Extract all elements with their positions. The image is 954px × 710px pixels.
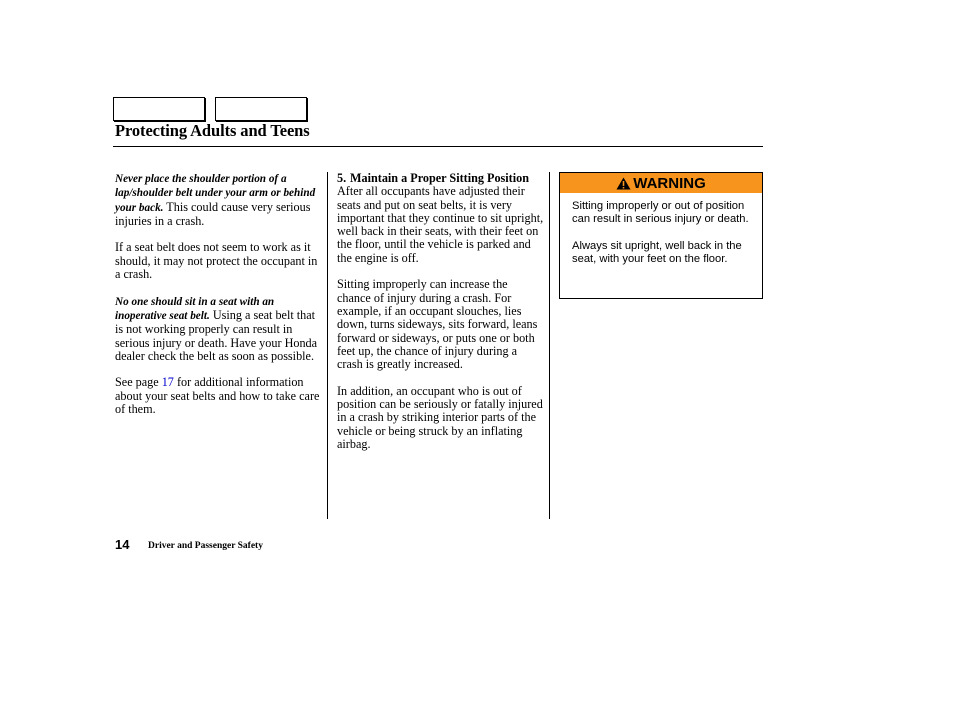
paragraph-inoperative-belt [115,295,322,363]
paragraph-see-page [115,376,322,416]
footer-section-title: Driver and Passenger Safety [148,541,263,551]
warning-box [559,172,763,299]
warning-text: Always sit upright, well back in the seat, with your feet on the floor. [572,239,742,266]
warning-body [560,193,762,266]
emphasis-text: Never place the shoulder portion of a lap/shoulder belt under your arm or behind your back. [115,173,316,214]
column-divider [327,172,328,519]
paragraph-sitting-improperly: Sitting improperly can increase the chance of injury during a crash. For example, if an occupant slouches, lies down, turns sideways, sits forward, leans forward or sideways, or puts one or both feet up, the chance of injury during a crash is greatly increased. [337,277,538,372]
paragraph-sit-upright: After all occupants have adjusted their seats and put on seat belts, it is very important that they continue to sit upright, well back in their seats, with their feet on the floor, until the vehicle is parked and the engine is off. [337,184,544,265]
body-text: for additional information about your seat belts and how to take care of them. [115,375,320,417]
paragraph-belt-not-working: If a seat belt does not seem to work as it should, it may not protect the occupant in a crash. [115,240,318,282]
column-middle [337,172,544,465]
nav-button-table-of-contents[interactable] [215,97,307,121]
section-heading [337,172,544,185]
section-number: 5. [337,171,347,185]
nav-button-main-menu[interactable] [113,97,205,121]
warning-header [560,173,762,193]
page-title: Protecting Adults and Teens [115,121,310,140]
body-text: This could cause very serious injuries in a crash. [115,199,311,228]
body-text: See page [115,375,162,390]
section-heading-text: Maintain a Proper Sitting Position [350,171,529,185]
column-divider [549,172,550,519]
paragraph-out-of-position: In addition, an occupant who is out of position can be seriously or fatally injured in a crash by striking interior parts of the vehicle or being struck by an inflating airbag. [337,383,543,451]
warning-label: WARNING [633,174,706,192]
warning-text: Sitting improperly or out of position can result in serious injury or death. [572,200,749,226]
page-link-17[interactable]: 17 [161,375,174,390]
title-divider [113,146,763,147]
paragraph-shoulder-belt [115,172,322,228]
warning-triangle-icon [616,177,631,190]
emphasis-text: No one should sit in a seat with an inoperative seat belt. [115,295,275,322]
body-text: Using a seat belt that is not working properly can result in serious injury or death. Have your Honda dealer check the belt as soon as possible. [115,307,318,363]
column-left [115,172,322,430]
page-number: 14 [115,537,130,552]
